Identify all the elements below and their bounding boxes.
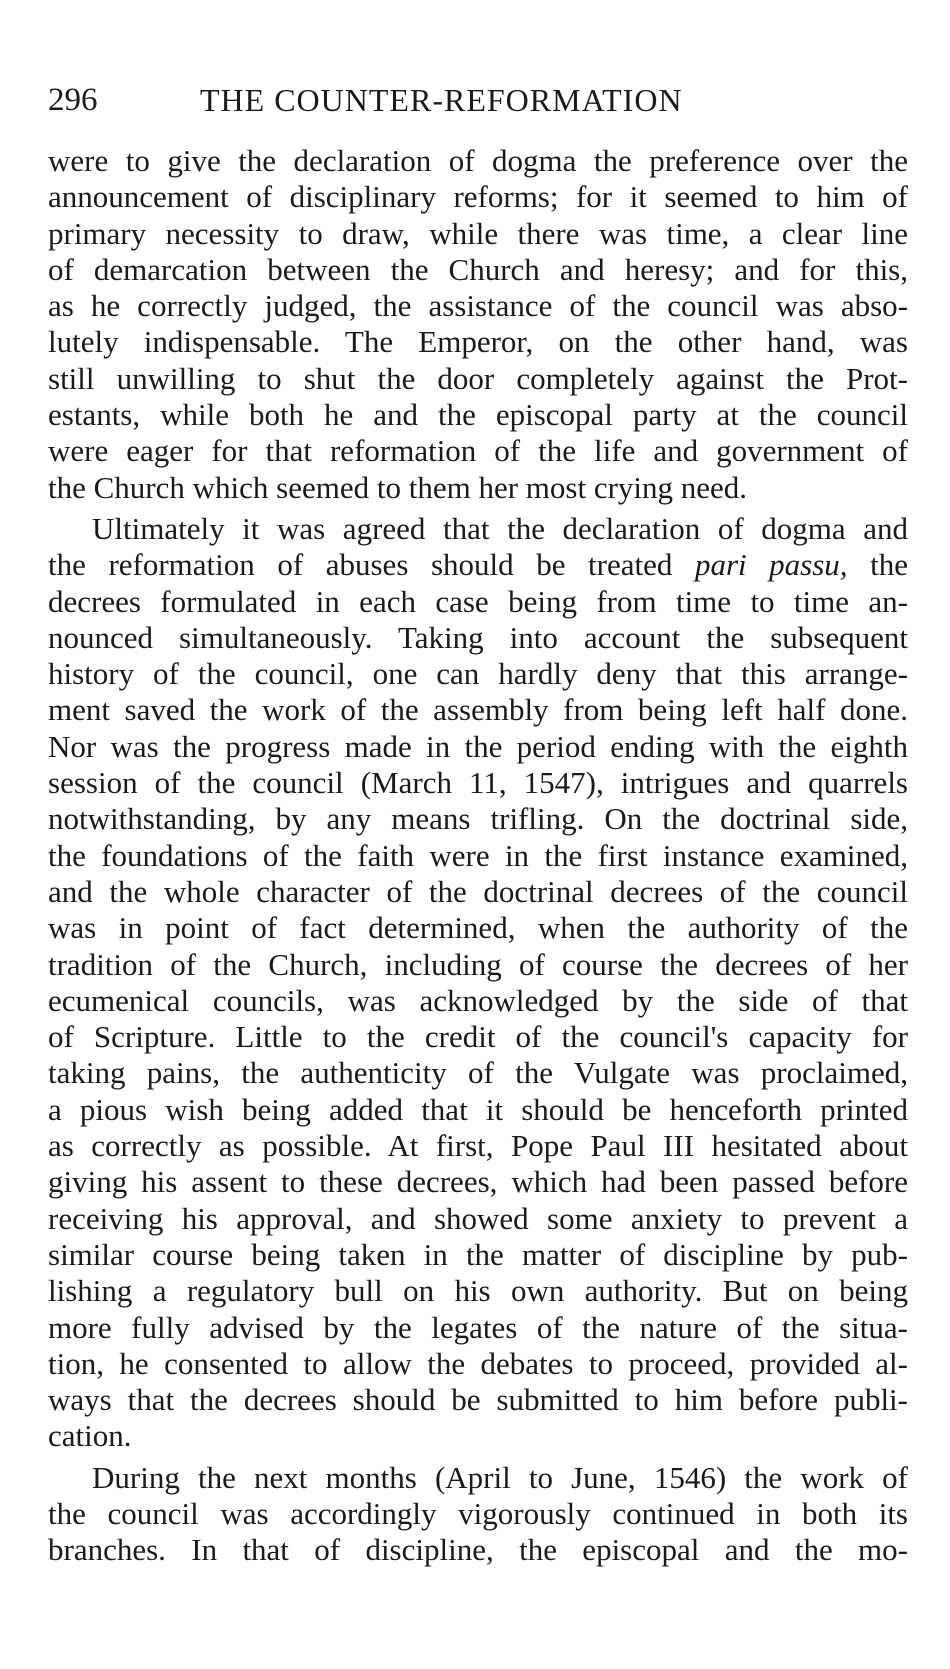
text-line: During the next months (April to June, 1546) the work of bbox=[92, 1459, 908, 1495]
paragraph-2 bbox=[48, 511, 908, 1455]
text-line bbox=[48, 547, 908, 583]
paragraph-1 bbox=[48, 143, 908, 506]
text-line: more fully advised by the legates of the nature of the situa- bbox=[48, 1309, 908, 1345]
text-line: ecumenical councils, was acknowledged by the side of that bbox=[48, 982, 908, 1018]
text-line: the Church which seemed to them her most crying need. bbox=[48, 469, 748, 505]
text-line: Ultimately it was agreed that the declaration of dogma and bbox=[92, 510, 908, 546]
page-number: 296 bbox=[48, 82, 98, 118]
text-line: a pious wish being added that it should be henceforth printed bbox=[48, 1091, 908, 1127]
text-line: lutely indispensable. The Emperor, on the other hand, was bbox=[48, 324, 908, 360]
body-text bbox=[48, 143, 908, 1569]
text-line: the foundations of the faith were in the first instance examined, bbox=[48, 837, 908, 873]
text-line: session of the council (March 11, 1547), intrigues and quarrels bbox=[48, 765, 908, 801]
text-line: announcement of disciplinary reforms; for it seemed to him of bbox=[48, 179, 908, 215]
text-line: giving his assent to these decrees, which had been passed before bbox=[48, 1164, 908, 1200]
running-head bbox=[48, 75, 908, 125]
text-line: of demarcation between the Church and heresy; and for this, bbox=[48, 251, 908, 287]
text-run: the bbox=[870, 547, 909, 583]
chapter-title: THE COUNTER-REFORMATION bbox=[200, 82, 683, 118]
text-line: ways that the decrees should be submitted to him before publi- bbox=[48, 1382, 908, 1418]
text-line: taking pains, the authenticity of the Vulgate was proclaimed, bbox=[48, 1055, 908, 1091]
text-line: were to give the declaration of dogma the preference over the bbox=[48, 143, 908, 178]
italic-phrase: pari passu, bbox=[694, 547, 848, 583]
paragraph-3 bbox=[48, 1460, 908, 1569]
text-line: the council was accordingly vigorously continued in both its bbox=[48, 1495, 908, 1531]
text-run: the reformation of abuses should be treated bbox=[48, 547, 673, 583]
text-line: notwithstanding, by any means trifling. On the doctrinal side, bbox=[48, 801, 908, 837]
text-line: primary necessity to draw, while there was time, a clear line bbox=[48, 215, 908, 251]
text-line: ment saved the work of the assembly from being left half done. bbox=[48, 692, 908, 728]
text-line: decrees formulated in each case being from time to time an- bbox=[48, 583, 908, 619]
text-line: of Scripture. Little to the credit of the council's capacity for bbox=[48, 1019, 908, 1055]
text-line: tradition of the Church, including of course the decrees of her bbox=[48, 946, 908, 982]
text-line: Nor was the progress made in the period ending with the eighth bbox=[48, 728, 908, 764]
text-line: cation. bbox=[48, 1418, 132, 1454]
text-line: tion, he consented to allow the debates to proceed, provided al- bbox=[48, 1345, 908, 1381]
text-line: as he correctly judged, the assistance of the council was abso- bbox=[48, 288, 908, 324]
text-line: estants, while both he and the episcopal party at the council bbox=[48, 397, 908, 433]
text-line: lishing a regulatory bull on his own authority. But on being bbox=[48, 1273, 908, 1309]
text-line: similar course being taken in the matter of discipline by pub- bbox=[48, 1236, 908, 1272]
text-line: receiving his approval, and showed some anxiety to prevent a bbox=[48, 1200, 908, 1236]
text-line: as correctly as possible. At first, Pope Paul III hesitated about bbox=[48, 1128, 908, 1164]
text-line: nounced simultaneously. Taking into account the subsequent bbox=[48, 619, 908, 655]
text-line: were eager for that reformation of the life and government of bbox=[48, 433, 908, 469]
text-line: still unwilling to shut the door completely against the Prot- bbox=[48, 360, 908, 396]
text-line: was in point of fact determined, when the authority of the bbox=[48, 910, 908, 946]
text-line: history of the council, one can hardly deny that this arrange- bbox=[48, 656, 908, 692]
text-line: branches. In that of discipline, the episcopal and the mo- bbox=[48, 1532, 908, 1568]
text-line: and the whole character of the doctrinal decrees of the council bbox=[48, 873, 908, 909]
